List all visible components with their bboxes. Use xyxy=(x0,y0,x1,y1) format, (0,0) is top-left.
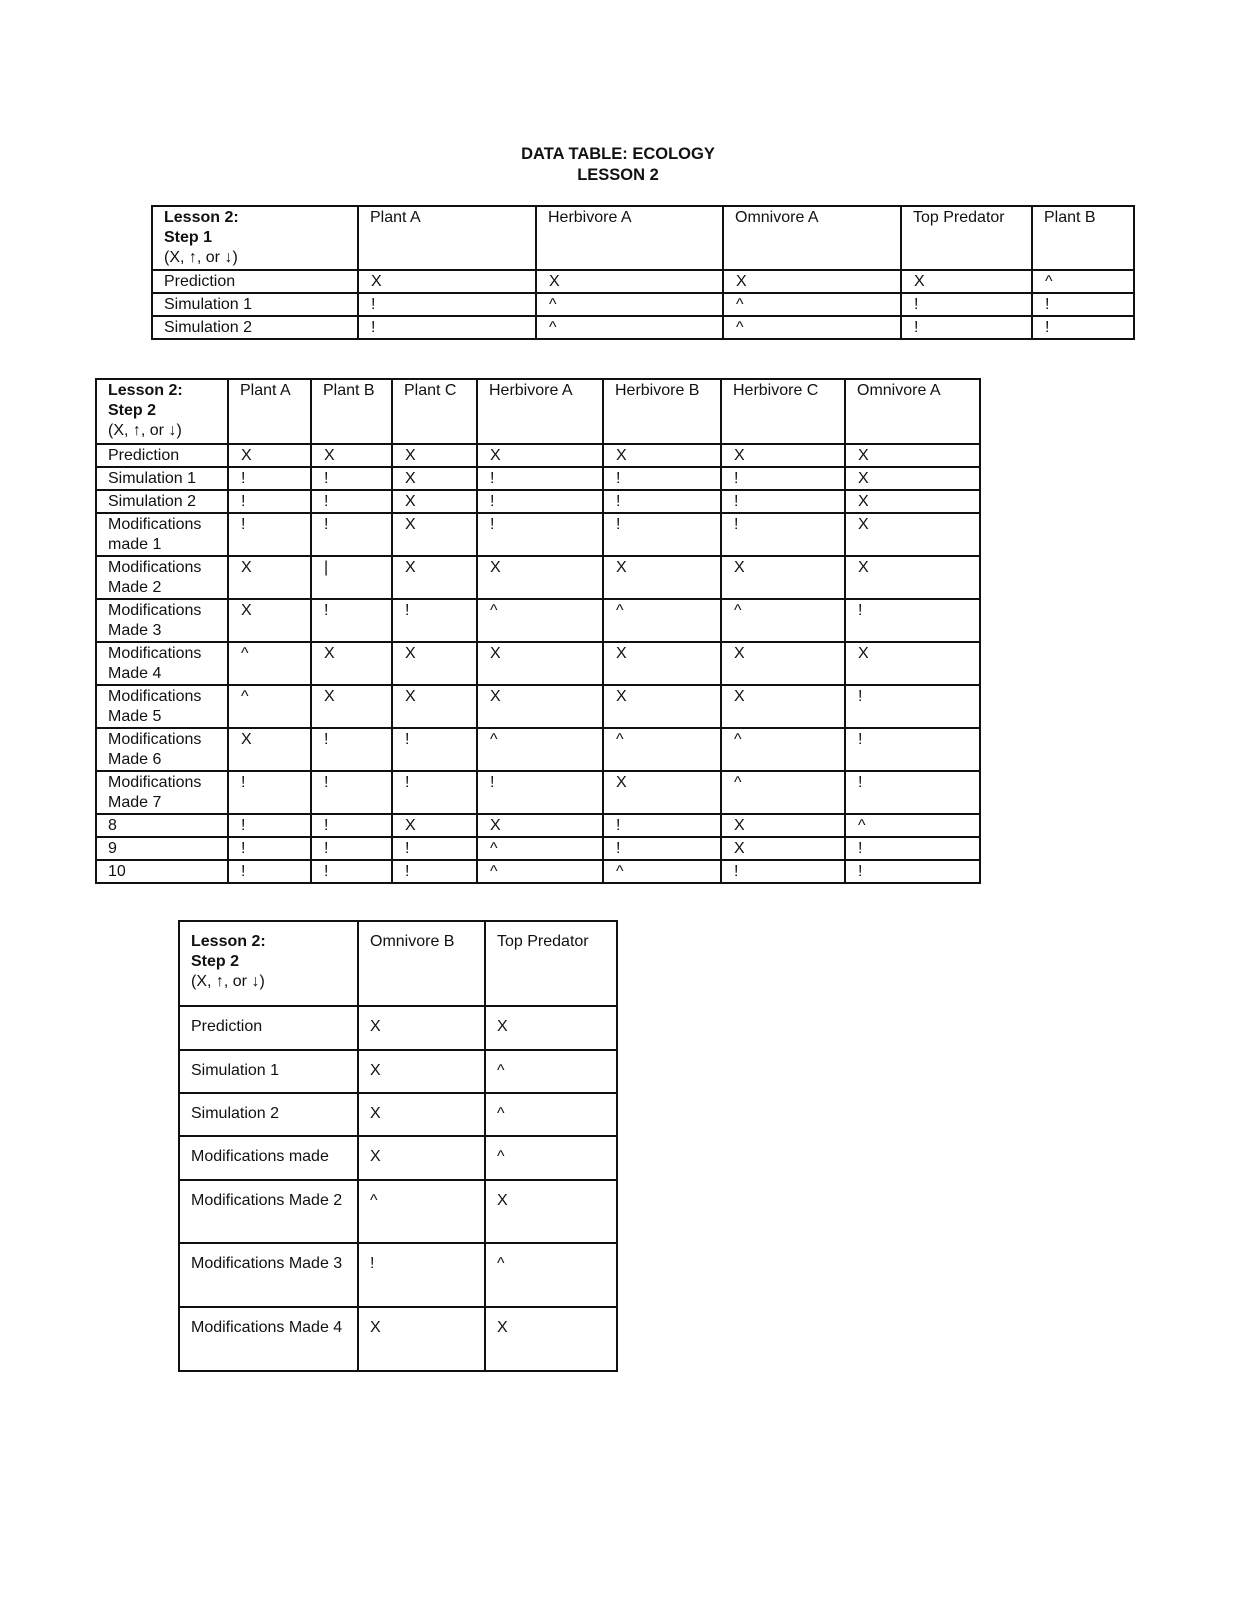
table-cell: X xyxy=(392,642,477,685)
table-cell: ^ xyxy=(1032,270,1134,293)
table-cell: ! xyxy=(1032,316,1134,339)
table-cell: ! xyxy=(603,467,721,490)
symbol-legend: (X, ↑, or ↓) xyxy=(108,422,182,439)
table-cell: ! xyxy=(311,513,392,556)
table-row xyxy=(96,556,980,599)
table-cell: X xyxy=(721,814,845,837)
row-label: Modifications Made 4 xyxy=(179,1307,358,1371)
table-cell: ! xyxy=(845,599,980,642)
table-cell: ^ xyxy=(536,316,723,339)
table-cell: ^ xyxy=(477,860,603,883)
table-cell: ! xyxy=(477,467,603,490)
table-cell: X xyxy=(392,685,477,728)
table-cell: ^ xyxy=(723,316,901,339)
table-cell: ^ xyxy=(723,293,901,316)
table-cell: X xyxy=(311,444,392,467)
row-label: Modifications Made 3 xyxy=(179,1243,358,1307)
document-title: DATA TABLE: ECOLOGY xyxy=(521,145,715,163)
table-cell: ^ xyxy=(485,1243,617,1307)
table-cell: ^ xyxy=(485,1136,617,1180)
row-label: Simulation 2 xyxy=(179,1093,358,1136)
table-row xyxy=(96,771,980,814)
table-row xyxy=(152,316,1134,339)
table-cell: X xyxy=(485,1180,617,1243)
table-cell: X xyxy=(358,1006,485,1050)
table-cell: ^ xyxy=(477,837,603,860)
table-cell: X xyxy=(228,599,311,642)
table-cell: ^ xyxy=(477,728,603,771)
table-cell: ! xyxy=(311,490,392,513)
table-cell: ! xyxy=(845,771,980,814)
table-cell: X xyxy=(392,444,477,467)
table-step1 xyxy=(151,205,1135,340)
table-cell: ! xyxy=(358,316,536,339)
table-cell: ! xyxy=(845,685,980,728)
table-cell: ! xyxy=(392,837,477,860)
step-label: Step 1 xyxy=(164,229,213,246)
column-header: Plant A xyxy=(228,379,311,444)
row-label: 8 xyxy=(96,814,228,837)
table-cell: ^ xyxy=(721,599,845,642)
row-label: Modifications Made 2 xyxy=(96,556,228,599)
table-row xyxy=(96,490,980,513)
table-cell: X xyxy=(845,467,980,490)
table-cell: ^ xyxy=(603,860,721,883)
table-cell: X xyxy=(845,556,980,599)
table-cell: X xyxy=(845,444,980,467)
table-cell: X xyxy=(392,814,477,837)
table-cell: X xyxy=(358,1136,485,1180)
table-row xyxy=(96,837,980,860)
column-header: Plant A xyxy=(358,206,536,270)
row-header-label-cell xyxy=(152,206,358,270)
table-cell: X xyxy=(603,771,721,814)
table-row xyxy=(179,1307,617,1371)
lesson-label: Lesson 2: xyxy=(191,933,266,950)
table-row xyxy=(152,270,1134,293)
table-cell: ! xyxy=(392,771,477,814)
table-row xyxy=(179,1050,617,1093)
row-label: Simulation 1 xyxy=(179,1050,358,1093)
symbol-legend: (X, ↑, or ↓) xyxy=(164,249,238,266)
table-cell: ! xyxy=(228,814,311,837)
table-cell: ! xyxy=(228,467,311,490)
table-cell: X xyxy=(603,556,721,599)
table-cell: ! xyxy=(228,513,311,556)
lesson-label: Lesson 2: xyxy=(108,382,183,399)
column-header: Omnivore A xyxy=(845,379,980,444)
table-row xyxy=(96,814,980,837)
header-row xyxy=(179,921,617,1006)
document-subtitle: LESSON 2 xyxy=(577,166,659,184)
table-cell: | xyxy=(311,556,392,599)
row-label: Modifications Made 6 xyxy=(96,728,228,771)
row-label: 9 xyxy=(96,837,228,860)
table-cell: X xyxy=(845,490,980,513)
table-cell: ! xyxy=(311,728,392,771)
table-cell: X xyxy=(358,1307,485,1371)
table-cell: ^ xyxy=(536,293,723,316)
table-cell: ! xyxy=(721,490,845,513)
table-cell: ! xyxy=(845,837,980,860)
row-label: Modifications made 1 xyxy=(96,513,228,556)
step-label: Step 2 xyxy=(191,953,240,970)
table-cell: X xyxy=(721,444,845,467)
table-cell: X xyxy=(721,556,845,599)
table-cell: ! xyxy=(603,837,721,860)
table-cell: ^ xyxy=(477,599,603,642)
table-cell: X xyxy=(485,1006,617,1050)
table-cell: X xyxy=(721,837,845,860)
table-row xyxy=(179,1243,617,1307)
table-cell: X xyxy=(603,444,721,467)
table-cell: ! xyxy=(477,490,603,513)
table-cell: X xyxy=(603,642,721,685)
table-cell: ! xyxy=(845,728,980,771)
table-cell: X xyxy=(477,444,603,467)
table-cell: X xyxy=(358,1093,485,1136)
lesson-label: Lesson 2: xyxy=(164,209,239,226)
table-cell: X xyxy=(901,270,1032,293)
table-cell: ^ xyxy=(228,685,311,728)
table-cell: ! xyxy=(358,1243,485,1307)
table-cell: X xyxy=(485,1307,617,1371)
column-header: Omnivore A xyxy=(723,206,901,270)
table-cell: ! xyxy=(477,513,603,556)
table-step2 xyxy=(95,378,981,884)
table-cell: ^ xyxy=(603,728,721,771)
table-cell: ! xyxy=(603,490,721,513)
row-label: Simulation 2 xyxy=(152,316,358,339)
table-cell: ! xyxy=(228,771,311,814)
table-cell: ^ xyxy=(228,642,311,685)
column-header: Plant B xyxy=(1032,206,1134,270)
column-header: Top Predator xyxy=(485,921,617,1006)
table-cell: ! xyxy=(392,599,477,642)
column-header: Herbivore B xyxy=(603,379,721,444)
table-cell: ! xyxy=(228,860,311,883)
header-row xyxy=(152,206,1134,270)
table-cell: X xyxy=(536,270,723,293)
table-cell: ! xyxy=(477,771,603,814)
table-cell: X xyxy=(392,490,477,513)
table-cell: ^ xyxy=(485,1093,617,1136)
row-label: Modifications made xyxy=(179,1136,358,1180)
table-cell: X xyxy=(228,728,311,771)
table-cell: X xyxy=(228,556,311,599)
table-row xyxy=(96,513,980,556)
column-header: Herbivore A xyxy=(477,379,603,444)
symbol-legend: (X, ↑, or ↓) xyxy=(191,973,265,990)
table-cell: ! xyxy=(311,814,392,837)
step-label: Step 2 xyxy=(108,402,157,419)
table-cell: X xyxy=(723,270,901,293)
row-label: Simulation 1 xyxy=(152,293,358,316)
table-cell: ! xyxy=(311,837,392,860)
row-label: Prediction xyxy=(96,444,228,467)
table-cell: X xyxy=(845,642,980,685)
table-cell: ^ xyxy=(721,771,845,814)
table-cell: X xyxy=(477,556,603,599)
table-step2-continued xyxy=(178,920,618,1372)
table-cell: ! xyxy=(603,513,721,556)
row-label: Modifications Made 5 xyxy=(96,685,228,728)
table-cell: ^ xyxy=(603,599,721,642)
row-label: Simulation 2 xyxy=(96,490,228,513)
table-row xyxy=(152,293,1134,316)
row-label: Prediction xyxy=(179,1006,358,1050)
column-header: Herbivore A xyxy=(536,206,723,270)
table-cell: ! xyxy=(901,293,1032,316)
table-cell: X xyxy=(477,685,603,728)
table-cell: ! xyxy=(311,467,392,490)
table-cell: ! xyxy=(1032,293,1134,316)
table-cell: ! xyxy=(392,728,477,771)
table-cell: X xyxy=(392,556,477,599)
table-cell: ! xyxy=(311,860,392,883)
table-row xyxy=(96,444,980,467)
table-cell: ^ xyxy=(845,814,980,837)
column-header: Plant C xyxy=(392,379,477,444)
table-cell: ^ xyxy=(721,728,845,771)
table-cell: X xyxy=(477,642,603,685)
table-cell: ! xyxy=(603,814,721,837)
table-row xyxy=(179,1093,617,1136)
table-row xyxy=(96,860,980,883)
row-label: Modifications Made 4 xyxy=(96,642,228,685)
table-row xyxy=(179,1180,617,1243)
table-cell: ! xyxy=(845,860,980,883)
column-header: Omnivore B xyxy=(358,921,485,1006)
table-row xyxy=(179,1006,617,1050)
table-cell: X xyxy=(721,685,845,728)
table-cell: X xyxy=(358,270,536,293)
table-row xyxy=(96,467,980,490)
table-row xyxy=(179,1136,617,1180)
row-header-label-cell xyxy=(96,379,228,444)
column-header: Plant B xyxy=(311,379,392,444)
table-cell: ^ xyxy=(485,1050,617,1093)
table-cell: X xyxy=(392,467,477,490)
table-cell: ! xyxy=(721,513,845,556)
table-cell: X xyxy=(721,642,845,685)
table-cell: ! xyxy=(228,837,311,860)
table-cell: X xyxy=(392,513,477,556)
table-row xyxy=(96,728,980,771)
table-row xyxy=(96,685,980,728)
row-label: Modifications Made 2 xyxy=(179,1180,358,1243)
row-label: Prediction xyxy=(152,270,358,293)
table-cell: ! xyxy=(311,771,392,814)
table-row xyxy=(96,599,980,642)
row-label: 10 xyxy=(96,860,228,883)
column-header: Top Predator xyxy=(901,206,1032,270)
table-cell: ! xyxy=(392,860,477,883)
table-cell: ! xyxy=(721,467,845,490)
row-header-label-cell xyxy=(179,921,358,1006)
table-cell: X xyxy=(358,1050,485,1093)
table-cell: X xyxy=(228,444,311,467)
table-cell: ! xyxy=(311,599,392,642)
table-cell: X xyxy=(603,685,721,728)
table-cell: X xyxy=(477,814,603,837)
table-cell: X xyxy=(311,642,392,685)
row-label: Modifications Made 3 xyxy=(96,599,228,642)
table-cell: X xyxy=(311,685,392,728)
table-cell: ! xyxy=(358,293,536,316)
table-cell: ! xyxy=(228,490,311,513)
table-cell: ^ xyxy=(358,1180,485,1243)
table-cell: ! xyxy=(901,316,1032,339)
table-cell: ! xyxy=(721,860,845,883)
column-header: Herbivore C xyxy=(721,379,845,444)
row-label: Modifications Made 7 xyxy=(96,771,228,814)
table-row xyxy=(96,642,980,685)
table-cell: X xyxy=(845,513,980,556)
header-row xyxy=(96,379,980,444)
row-label: Simulation 1 xyxy=(96,467,228,490)
